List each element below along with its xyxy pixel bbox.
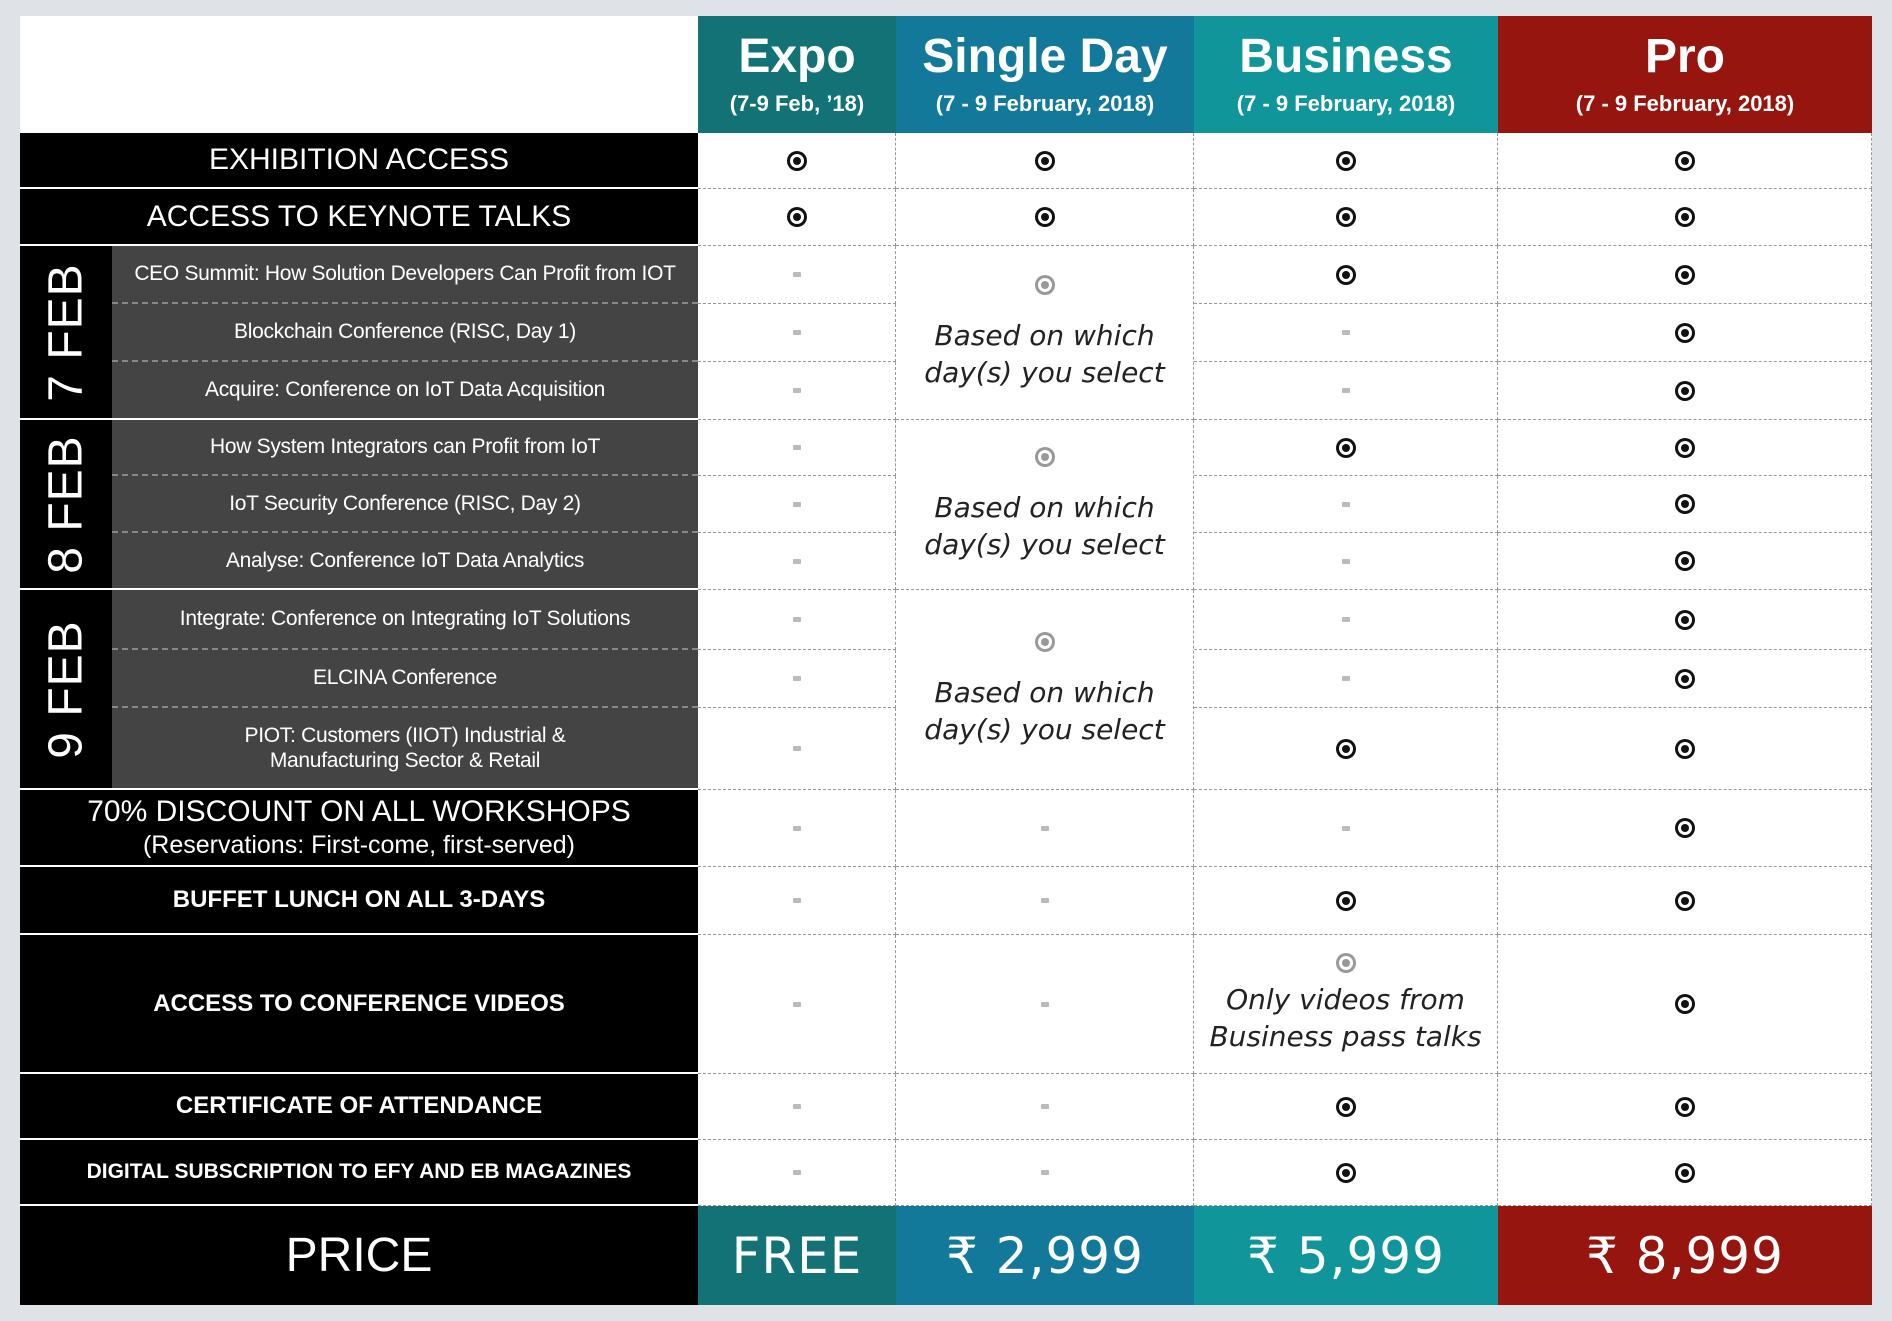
plan-dates: (7 - 9 February, 2018) — [1236, 90, 1456, 116]
plan-header-expo — [698, 16, 896, 133]
not-included-icon — [793, 330, 801, 335]
session-iot-security: IoT Security Conference (RISC, Day 2) — [112, 476, 698, 533]
feature-value-cell — [1498, 533, 1872, 590]
session-piot: PIOT: Customers (IIOT) Industrial & Manufacturing Sector & Retail — [112, 708, 698, 790]
feature-value-cell — [896, 1140, 1194, 1206]
feature-value-cell — [1194, 133, 1498, 189]
plan-header-single-day — [896, 16, 1194, 133]
feature-value-cell — [1498, 650, 1872, 708]
feature-value-cell — [698, 867, 896, 935]
feature-value-cell — [1194, 790, 1498, 867]
pricing-comparison-table — [20, 16, 1872, 1305]
included-icon — [1675, 1163, 1695, 1183]
feature-value-cell — [1194, 867, 1498, 935]
session-analyse: Analyse: Conference IoT Data Analytics — [112, 533, 698, 590]
included-icon — [1336, 438, 1356, 458]
not-included-icon — [793, 826, 801, 831]
feature-buffet-lunch: BUFFET LUNCH ON ALL 3-DAYS — [20, 867, 698, 935]
feature-value-cell — [1498, 1140, 1872, 1206]
feature-value-cell — [1194, 362, 1498, 420]
feature-value-cell — [1194, 189, 1498, 246]
included-icon — [1675, 818, 1695, 838]
price-label: PRICE — [20, 1206, 698, 1305]
plan-dates: (7 - 9 February, 2018) — [1575, 90, 1795, 116]
feature-value-cell — [1498, 935, 1872, 1074]
not-included-icon — [793, 1170, 801, 1175]
day-label-7-feb: 7 FEB — [20, 246, 112, 420]
price-expo: FREE — [698, 1206, 896, 1305]
videos-note-line1: Only videos from — [1226, 983, 1465, 1016]
not-included-icon — [1342, 559, 1350, 564]
not-included-icon — [1342, 388, 1350, 393]
feature-value-cell — [896, 867, 1194, 935]
included-icon — [1675, 323, 1695, 343]
feature-value-cell — [1498, 133, 1872, 189]
not-included-icon — [793, 898, 801, 903]
feature-value-cell — [1498, 189, 1872, 246]
not-included-icon — [1041, 1104, 1049, 1109]
not-included-icon — [793, 617, 801, 622]
included-icon — [1336, 891, 1356, 911]
feature-value-cell — [698, 708, 896, 790]
feature-value-cell — [698, 533, 896, 590]
not-included-icon — [1342, 330, 1350, 335]
partial-icon — [1336, 953, 1356, 973]
not-included-icon — [793, 676, 801, 681]
feature-value-cell — [698, 650, 896, 708]
included-icon — [1035, 151, 1055, 171]
plan-name: Pro — [1644, 29, 1725, 83]
not-included-icon — [1041, 898, 1049, 903]
not-included-icon — [793, 502, 801, 507]
feature-value-cell — [1194, 246, 1498, 304]
feature-value-cell — [698, 246, 896, 304]
included-icon — [1675, 994, 1695, 1014]
not-included-icon — [1342, 617, 1350, 622]
plan-header-pro — [1498, 16, 1872, 133]
included-icon — [1336, 739, 1356, 759]
included-icon — [1675, 265, 1695, 285]
not-included-icon — [1342, 826, 1350, 831]
feature-value-cell — [698, 304, 896, 362]
not-included-icon — [1041, 1170, 1049, 1175]
feature-value-cell — [698, 790, 896, 867]
price-business: ₹ 5,999 — [1194, 1206, 1498, 1305]
included-icon — [1336, 207, 1356, 227]
price-single-day: ₹ 2,999 — [896, 1206, 1194, 1305]
session-integrate: Integrate: Conference on Integrating IoT Solutions — [112, 590, 698, 650]
not-included-icon — [793, 388, 801, 393]
partial-icon — [1035, 632, 1055, 652]
included-icon — [1675, 739, 1695, 759]
included-icon — [787, 151, 807, 171]
day-label-9-feb: 9 FEB — [20, 590, 112, 790]
included-icon — [1675, 891, 1695, 911]
included-icon — [1336, 151, 1356, 171]
feature-value-cell — [896, 189, 1194, 246]
feature-value-cell — [1498, 246, 1872, 304]
single-day-note-line2: day(s) you select — [924, 712, 1165, 746]
feature-value-cell — [698, 935, 896, 1074]
single-day-note-line1: Based on which — [934, 490, 1155, 524]
feature-value-cell — [1194, 650, 1498, 708]
plan-name: Business — [1239, 29, 1453, 83]
included-icon — [1675, 207, 1695, 227]
session-system-integrators: How System Integrators can Profit from IoT — [112, 420, 698, 476]
day-label-8-feb: 8 FEB — [20, 420, 112, 590]
session-elcina: ELCINA Conference — [112, 650, 698, 708]
feature-value-cell — [896, 935, 1194, 1074]
feature-value-cell — [698, 1074, 896, 1140]
feature-value-cell — [698, 476, 896, 533]
feature-value-cell — [698, 362, 896, 420]
single-day-9-feb-cell — [896, 590, 1194, 790]
feature-value-cell — [1498, 420, 1872, 476]
feature-value-cell — [1194, 533, 1498, 590]
included-icon — [1675, 494, 1695, 514]
videos-note-line2: Business pass talks — [1209, 1020, 1482, 1053]
single-day-note-line2: day(s) you select — [924, 355, 1165, 389]
single-day-7-feb-cell — [896, 246, 1194, 420]
feature-keynote-talks: ACCESS TO KEYNOTE TALKS — [20, 189, 698, 246]
feature-value-cell — [1498, 867, 1872, 935]
not-included-icon — [793, 1002, 801, 1007]
workshop-discount-title: 70% DISCOUNT ON ALL WORKSHOPS — [87, 795, 631, 828]
feature-value-cell — [1194, 708, 1498, 790]
not-included-icon — [1041, 826, 1049, 831]
included-icon — [1675, 151, 1695, 171]
feature-value-cell — [698, 420, 896, 476]
included-icon — [1675, 381, 1695, 401]
feature-value-cell — [1498, 708, 1872, 790]
feature-value-cell — [1194, 420, 1498, 476]
feature-value-cell — [698, 1140, 896, 1206]
included-icon — [1675, 669, 1695, 689]
feature-value-cell — [698, 133, 896, 189]
not-included-icon — [1342, 676, 1350, 681]
feature-certificate: CERTIFICATE OF ATTENDANCE — [20, 1074, 698, 1140]
feature-value-cell — [896, 1074, 1194, 1140]
business-videos-cell — [1194, 935, 1498, 1074]
feature-value-cell — [1498, 304, 1872, 362]
partial-icon — [1035, 447, 1055, 467]
included-icon — [1336, 1163, 1356, 1183]
feature-value-cell — [896, 133, 1194, 189]
feature-value-cell — [1498, 362, 1872, 420]
feature-value-cell — [1498, 1074, 1872, 1140]
price-pro: ₹ 8,999 — [1498, 1206, 1872, 1305]
feature-value-cell — [1194, 1140, 1498, 1206]
feature-digital-subscription: DIGITAL SUBSCRIPTION TO EFY AND EB MAGAZINES — [20, 1140, 698, 1206]
not-included-icon — [793, 746, 801, 751]
single-day-note-line1: Based on which — [934, 318, 1155, 352]
feature-conference-videos: ACCESS TO CONFERENCE VIDEOS — [20, 935, 698, 1074]
included-icon — [1675, 551, 1695, 571]
not-included-icon — [1342, 502, 1350, 507]
plan-dates: (7 - 9 February, 2018) — [935, 90, 1155, 116]
included-icon — [1675, 1097, 1695, 1117]
plan-header-business — [1194, 16, 1498, 133]
feature-value-cell — [1194, 304, 1498, 362]
included-icon — [1336, 1097, 1356, 1117]
single-day-note-line1: Based on which — [934, 675, 1155, 709]
included-icon — [1035, 207, 1055, 227]
included-icon — [787, 207, 807, 227]
included-icon — [1675, 438, 1695, 458]
feature-exhibition-access: EXHIBITION ACCESS — [20, 133, 698, 189]
feature-value-cell — [1194, 476, 1498, 533]
session-ceo-summit: CEO Summit: How Solution Developers Can Profit from IOT — [112, 246, 698, 304]
feature-value-cell — [896, 790, 1194, 867]
feature-value-cell — [1498, 590, 1872, 650]
not-included-icon — [793, 272, 801, 277]
single-day-8-feb-cell — [896, 420, 1194, 590]
included-icon — [1675, 610, 1695, 630]
feature-value-cell — [698, 590, 896, 650]
not-included-icon — [793, 445, 801, 450]
feature-value-cell — [1194, 590, 1498, 650]
included-icon — [1336, 265, 1356, 285]
workshop-discount-note: (Reservations: First-come, first-served) — [142, 831, 576, 859]
plan-name: Single Day — [922, 29, 1168, 83]
feature-value-cell — [698, 189, 896, 246]
session-acquire: Acquire: Conference on IoT Data Acquisition — [112, 362, 698, 420]
feature-value-cell — [1498, 790, 1872, 867]
plan-dates: (7-9 Feb, ’18) — [729, 90, 865, 116]
feature-value-cell — [1194, 1074, 1498, 1140]
not-included-icon — [1041, 1002, 1049, 1007]
plan-name: Expo — [738, 29, 856, 83]
feature-workshop-discount — [20, 790, 698, 867]
not-included-icon — [793, 559, 801, 564]
partial-icon — [1035, 275, 1055, 295]
single-day-note-line2: day(s) you select — [924, 527, 1165, 561]
feature-value-cell — [1498, 476, 1872, 533]
session-blockchain-conference: Blockchain Conference (RISC, Day 1) — [112, 304, 698, 362]
not-included-icon — [793, 1104, 801, 1109]
